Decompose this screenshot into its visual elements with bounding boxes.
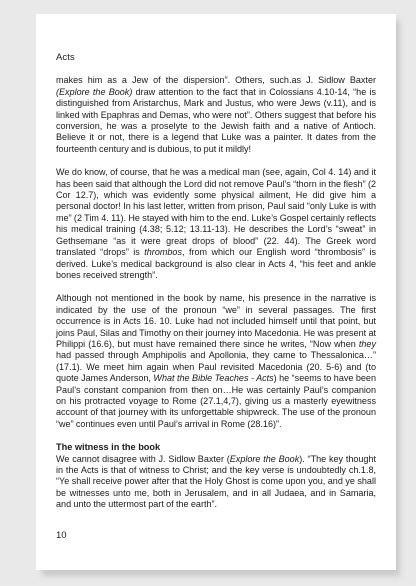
italic-text: they (358, 338, 376, 349)
text-run: makes him as a Jew of the dispersion”. Others, such.as J. Sidlow Baxter (56, 75, 376, 86)
text-run: had passed through Amphipolis and Apollonia, they came to Thessalonica…” (17.1). We meet him again when Paul revisited Macedonia (20. 5-6) and (to quote James Anderson, (56, 350, 376, 384)
text-run: We cannot disagree with J. Sidlow Baxter ( (56, 453, 230, 464)
italic-text: (Explore the Book) (56, 86, 133, 97)
page-number: 10 (56, 530, 67, 541)
italic-text: What the Bible Teaches - Acts (153, 373, 274, 384)
italic-text: Explore the Book (229, 453, 300, 464)
italic-text: thrombos (144, 247, 182, 258)
section-heading: The witness in the book (56, 442, 161, 453)
text-run: draw attention to the fact that in Colossians 4.10-14, “he is distinguished from Aristarchus, Mark and Justus, who were Jews (v.11), and is linked with Epaphras and Demas, who were not”. Others suggest that before his conversion, he was a proselyte to the Jewish faith and a native of Antioch. Believe it or not, there is a legend that Luke was a painter. It dates from the fourteenth century and is dubious, to put it mildly! (56, 86, 376, 154)
running-head: Acts (56, 52, 75, 63)
paragraph (56, 75, 376, 155)
text-run: We do know, of course, that he was a medical man (see, again, Col 4. 14) and it has been said that although the Lord did not remove Paul’s “thorn in the flesh” (2 Cor 12.7), which was evidently some physical ailment, He did give him a personal doctor! In his last letter, written from prison, Paul said “only Luke is with me” (2 Tim 4. 11). He stayed with him to the end. Luke’s Gospel certainly reflects his medical training (4.38; 5.12; 13.11-13). He describes the Lord’s “sweat” in Gethsemane “as it were great drops of blood” (22. 44). The Greek word translated “drops” is (56, 167, 376, 258)
text-run: ) he “seems to have been Paul’s constant companion from then on…He was certainly Paul’s companion on his protracted voyage to Rome (27.1,4,7), giving us a masterly eyewitness account of that journey with its unforgettable shipwreck. The use of the pronoun “we” continues even until Paul’s arrival in Rome (28.16)”. (56, 373, 376, 429)
text-run: Although not mentioned in the book by name, his presence in the narrative is indicated by the use of the pronoun “we” in several passages. The first occurrence is in Acts 16. 10. Luke had not included himself until that point, but joins Paul, Silas and Timothy on their journey into Macedonia. He was present at Philippi (16.6), but must have remained there since he writes, “Now when (56, 293, 376, 349)
paragraph (56, 167, 376, 281)
text-run: , from which our English word “thrombosis” is derived. Luke’s medical background is also clear in Acts 4, “his feet and ankle bones received strength”. (56, 247, 376, 280)
paragraph (56, 293, 376, 430)
book-page (36, 14, 396, 570)
text-run: ). “The key thought in the Acts is that of witness to Christ; and the key verse is undoubtedly ch.1.8, “Ye shall receive power after that the Holy Ghost is come upon you, and ye shall be witnesses unto me, both in Jerusalem, and in all Judaea, and in Samaria, and unto the uttermost part of the earth”. (56, 453, 377, 510)
paragraph (56, 454, 376, 511)
